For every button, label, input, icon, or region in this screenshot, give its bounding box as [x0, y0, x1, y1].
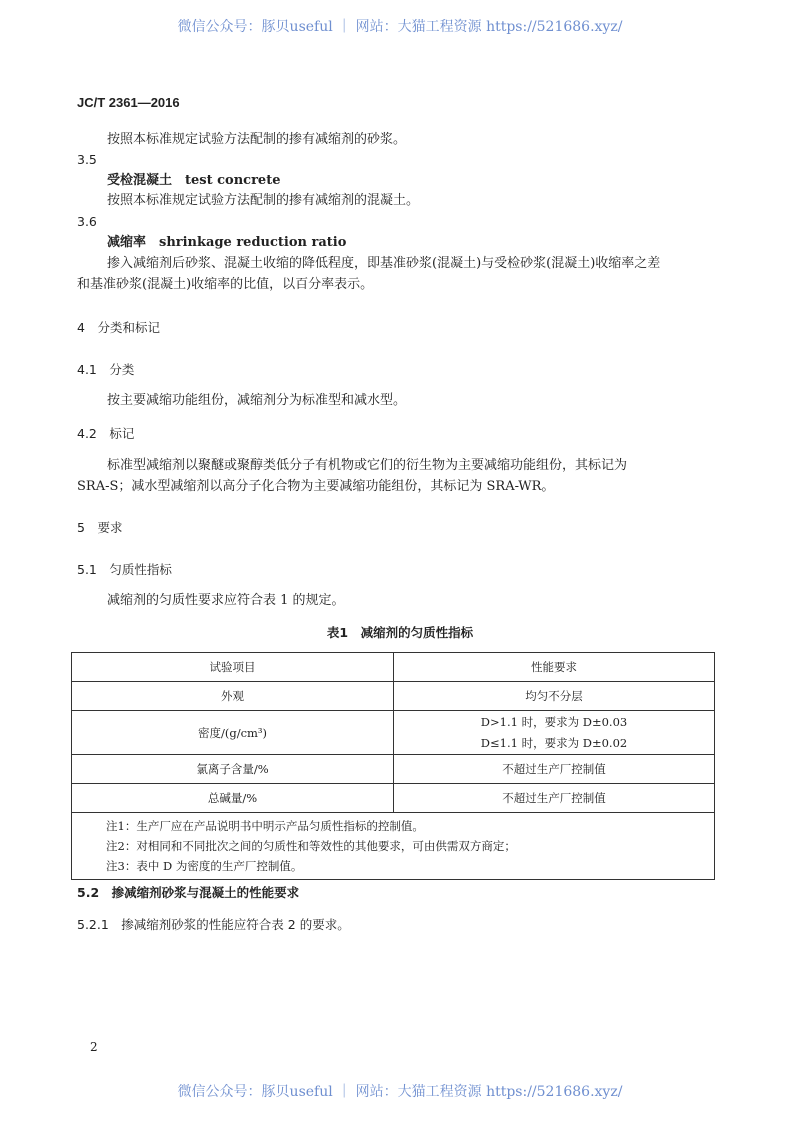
section-heading: 4.1 分类 [77, 362, 135, 377]
req-cell [394, 711, 715, 755]
paragraph: 按照本标准规定试验方法配制的掺有减缩剂的砂浆。 [107, 132, 407, 147]
note: 注3：表中 D 为密度的生产厂控制值。 [106, 859, 303, 873]
header-cell: 性能要求 [394, 653, 715, 682]
req-cell: 不超过生产厂控制值 [394, 755, 715, 784]
paragraph: 减缩剂的匀质性要求应符合表 1 的规定。 [107, 593, 345, 608]
watermark-top: 微信公众号：豚贝useful ｜ 网站：大猫工程资源 https://521686.xyz/ [177, 19, 623, 35]
term-title: 减缩率 shrinkage reduction ratio [107, 235, 347, 250]
table-row [72, 755, 715, 784]
note: 注2：对相同和不同批次之间的匀质性和等效性的其他要求，可由供需双方商定； [106, 839, 516, 853]
table-row [72, 784, 715, 813]
note: 注1：生产厂应在产品说明书中明示产品匀质性指标的控制值。 [106, 819, 424, 833]
notes-cell [72, 813, 715, 880]
term-title: 受检混凝土 test concrete [107, 173, 281, 188]
item-cell: 总碱量/% [72, 784, 394, 813]
req-line: D>1.1 时，要求为 D±0.03 [480, 714, 628, 729]
item-cell: 氯离子含量/% [72, 755, 394, 784]
section-heading: 4 分类和标记 [77, 320, 160, 335]
uniformity-table [71, 652, 715, 880]
page-number: 2 [90, 1040, 98, 1054]
table-row [72, 682, 715, 711]
watermark-bottom: 微信公众号：豚贝useful ｜ 网站：大猫工程资源 https://521686.xyz/ [177, 1084, 623, 1100]
item-cell: 外观 [72, 682, 394, 711]
req-cell: 不超过生产厂控制值 [394, 784, 715, 813]
standard-code: JC/T 2361—2016 [77, 95, 180, 110]
paragraph: SRA-S；减水型减缩剂以高分子化合物为主要减缩功能组份，其标记为 SRA-WR。 [77, 479, 555, 494]
section-heading: 5 要求 [77, 520, 123, 535]
section-number: 3.6 [77, 214, 97, 229]
header-cell: 试验项目 [72, 653, 394, 682]
paragraph: 按照本标准规定试验方法配制的掺有减缩剂的混凝土。 [107, 193, 420, 208]
section-heading: 4.2 标记 [77, 426, 135, 441]
req-line: D≤1.1 时，要求为 D±0.02 [480, 735, 628, 750]
table-row [72, 711, 715, 755]
paragraph: 和基准砂浆(混凝土)收缩率的比值，以百分率表示。 [77, 277, 374, 292]
section-number: 3.5 [77, 152, 97, 167]
section-heading: 5.2.1 掺减缩剂砂浆的性能应符合表 2 的要求。 [77, 917, 350, 932]
section-heading: 5.2 掺减缩剂砂浆与混凝土的性能要求 [77, 885, 300, 900]
item-cell: 密度/(g/cm³) [72, 711, 394, 755]
req-cell: 均匀不分层 [394, 682, 715, 711]
paragraph: 标准型减缩剂以聚醚或聚醇类低分子有机物或它们的衍生物为主要减缩功能组份，其标记为 [107, 458, 628, 473]
table-header-row [72, 653, 715, 682]
paragraph: 掺入减缩剂后砂浆、混凝土收缩的降低程度，即基准砂浆(混凝土)与受检砂浆(混凝土)收缩率之差 [107, 256, 661, 271]
table-notes-row [72, 813, 715, 880]
section-heading: 5.1 匀质性指标 [77, 562, 172, 577]
paragraph: 按主要减缩功能组份，减缩剂分为标准型和减水型。 [107, 393, 407, 408]
table-title: 表1 减缩剂的匀质性指标 [326, 625, 474, 640]
